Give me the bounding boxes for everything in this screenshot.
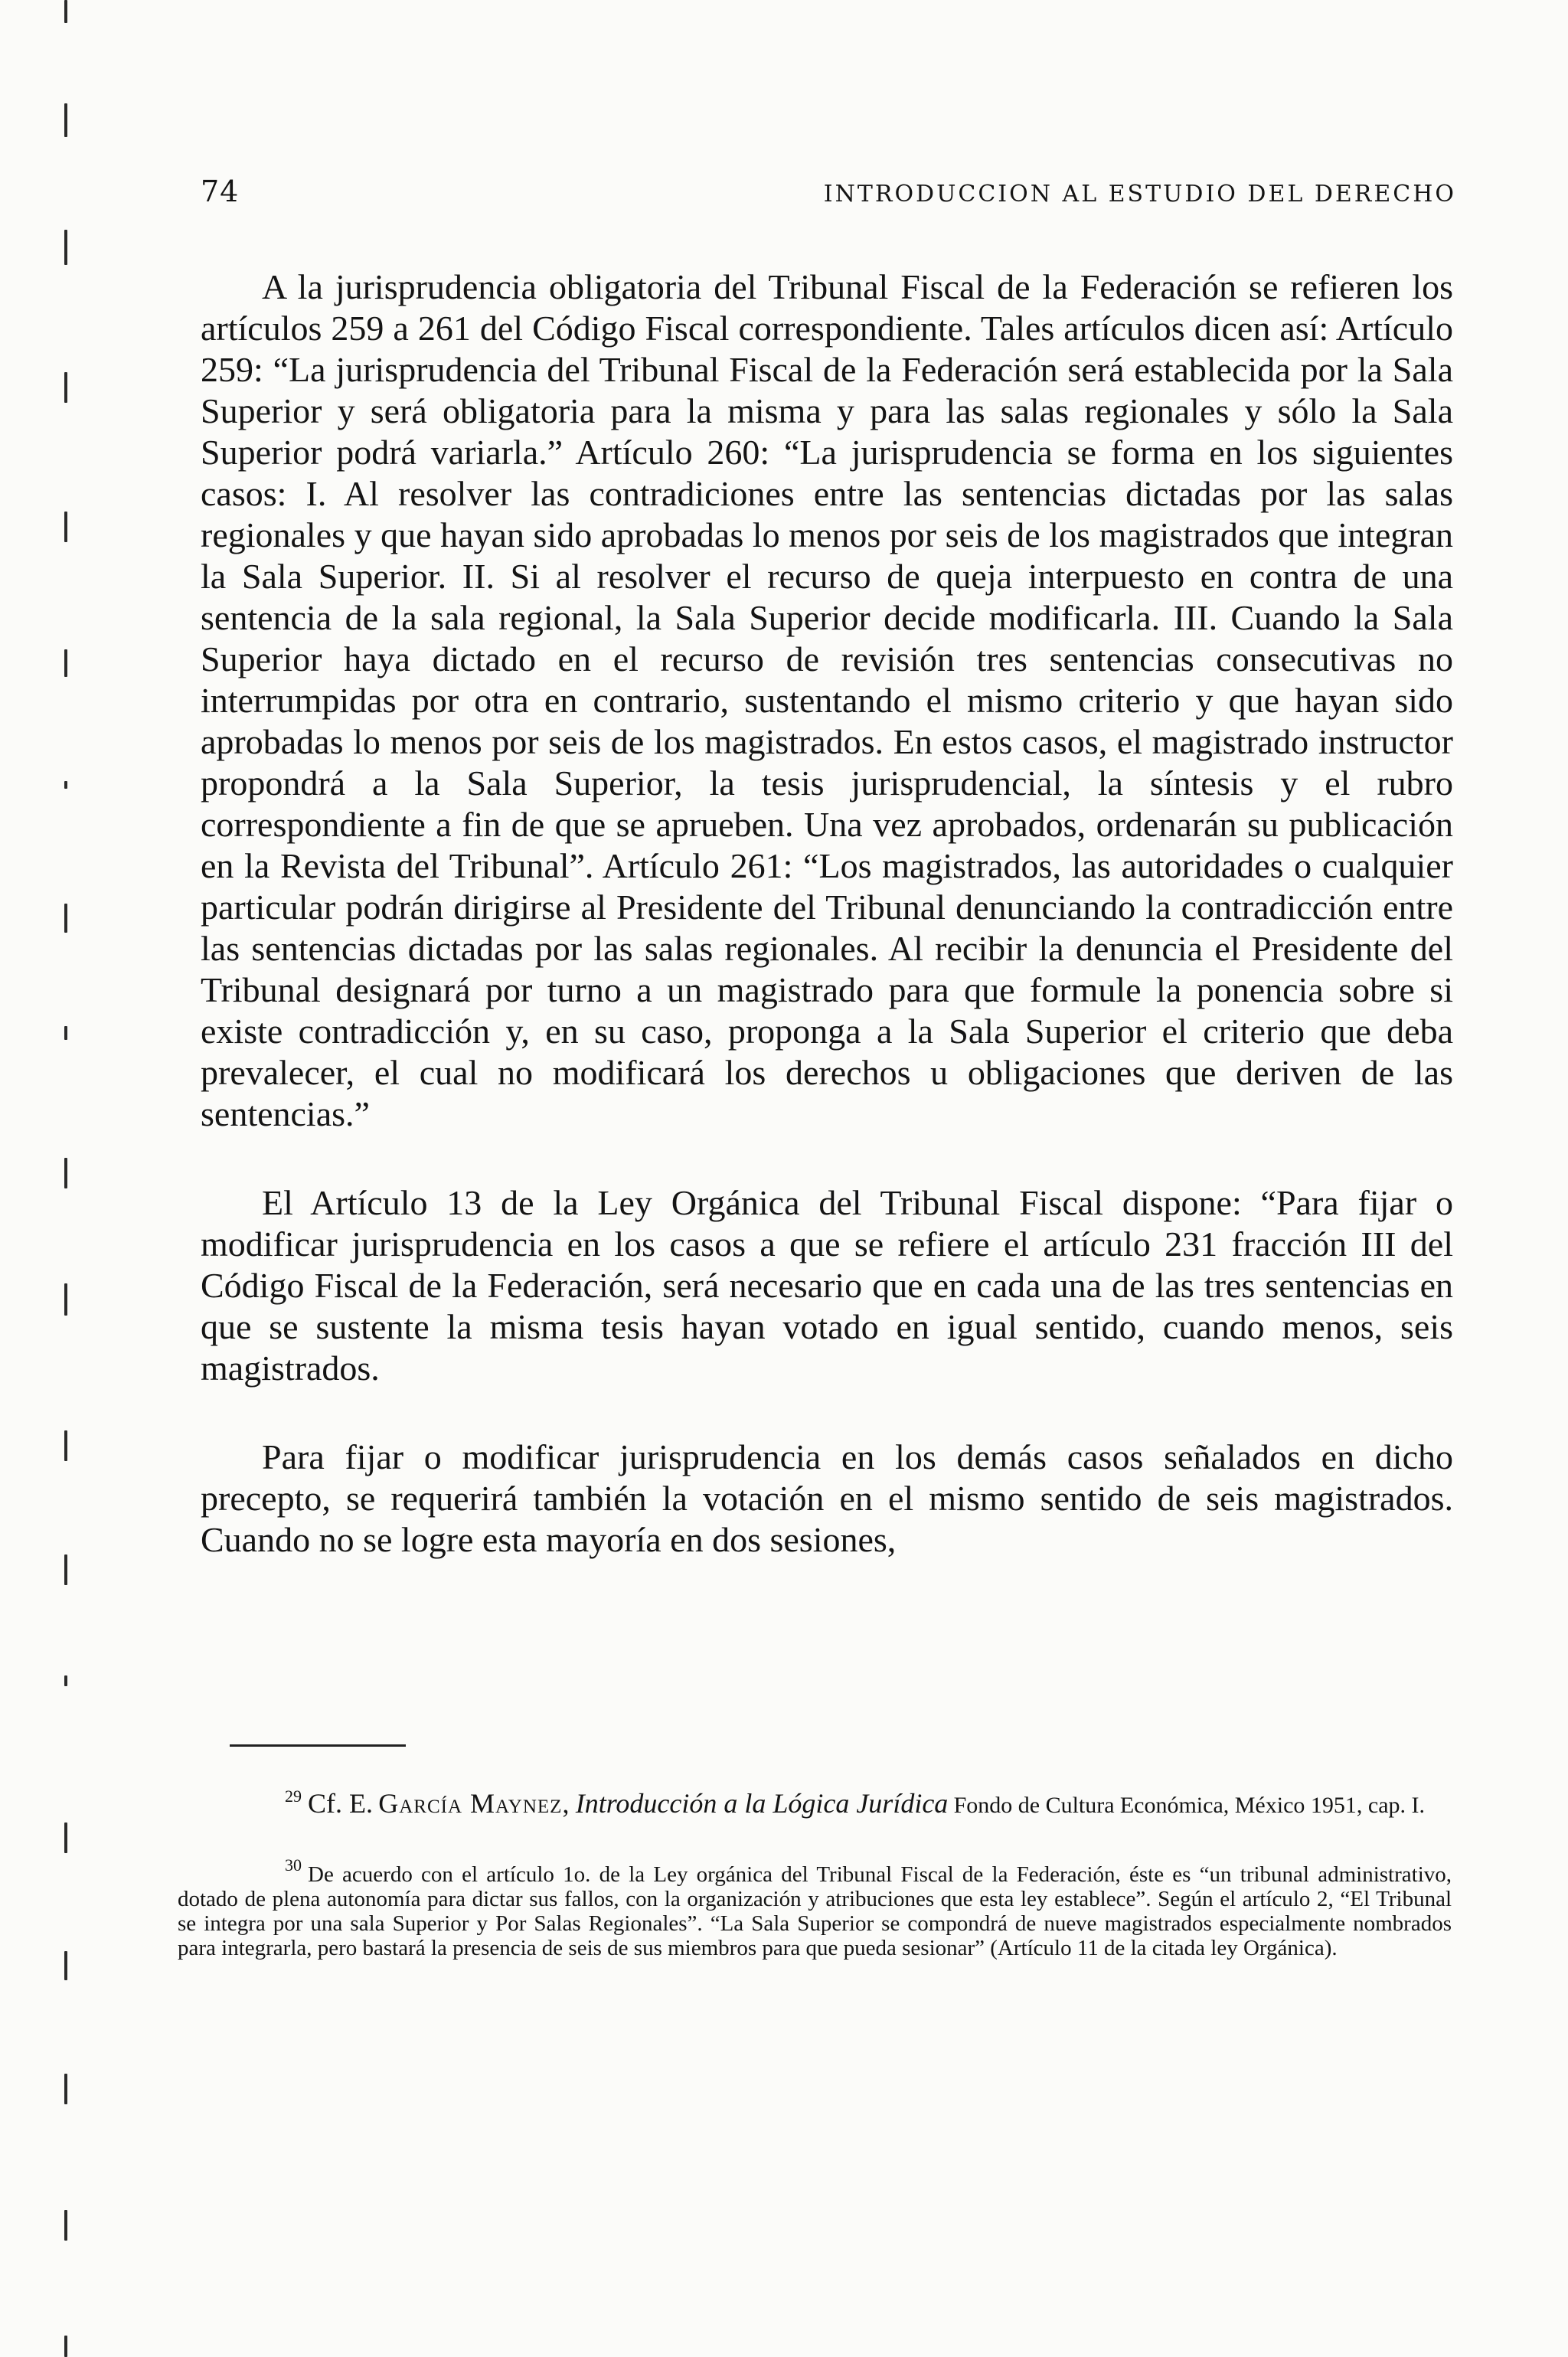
page-number: 74 <box>201 175 240 208</box>
footnote-author: García Maynez, <box>378 1788 570 1819</box>
footnote-30 <box>178 1853 1452 1960</box>
footnote-number: 29 <box>285 1787 302 1806</box>
page-header <box>201 175 1456 221</box>
binding-edge-marks <box>61 0 70 2357</box>
footnotes <box>178 1784 1452 1960</box>
footnote-title: Introducción a la Lógica Jurídica <box>575 1788 949 1819</box>
body-text <box>201 266 1453 1561</box>
footnote-separator <box>230 1744 406 1747</box>
footnote-prefix: Cf. E. <box>308 1788 373 1819</box>
paragraph-fijar-modificar: Para fijar o modificar jurisprudencia en los demás casos señalados en dicho precepto, se requerirá también la votación en el mismo sentido de seis magistrados. Cuando no se logre esta mayoría en dos sesiones, <box>201 1437 1453 1559</box>
footnote-number: 30 <box>285 1855 302 1875</box>
paragraph-jurisprudencia-tribunal: A la jurisprudencia obligatoria del Tribunal Fiscal de la Federación se refieren los artículos 259 a 261 del Código Fiscal correspondiente. Tales artículos dicen así: Artículo 259: “La jurisprudencia del Tribunal Fiscal de la Federación será establecida por la Sala Superior y será obligatoria para la misma y para las salas regionales y sólo la Sala Superior podrá variarla.” Artículo 260: “La jurisprudencia se forma en los siguientes casos: I. Al resolver las contradiciones entre las sentencias dictadas por las salas regionales y que hayan sido aprobadas lo menos por seis de los magistrados que integran la Sala Superior. II. Si al resolver el recurso de queja interpuesto en contra de una sentencia de la sala regional, la Sala Superior decide modificarla. III. Cuando la Sala Superior haya dictado en el recurso de revisión tres sentencias consecutivas no interrumpidas por otra en contrario, sustentando el mismo criterio y que hayan sido aprobadas lo menos por seis de los magistrados. En estos casos, el magistrado instructor propondrá a la Sala Superior, la tesis jurisprudencial, la síntesis y el rubro correspondiente a fin de que se aprueben. Una vez aprobados, ordenarán su publicación en la Revista del Tribunal”. Artículo 261: “Los magistrados, las autoridades o cualquier particular podrán dirigirse al Presidente del Tribunal denunciando la contradicción entre las sentencias dictadas por las salas regionales. Al recibir la denuncia el Presidente del Tribunal designará por turno a un magistrado para que formule la ponencia sobre si existe contradicción y, en su caso, proponga a la Sala Superior el criterio que deba prevalecer, el cual no modificará los derechos u obligaciones que deriven de las sentencias.” <box>201 267 1453 1133</box>
paragraph-articulo-13: El Artículo 13 de la Ley Orgánica del Tribunal Fiscal dispone: “Para fijar o modificar jurisprudencia en los casos a que se refiere el artículo 231 fracción III del Código Fiscal de la Federación, será necesario que en cada una de las tres sentencias en que se sustente la misma tesis hayan votado en igual sentido, cuando menos, seis magistrados. <box>201 1183 1453 1388</box>
footnote-publisher: Fondo de Cultura <box>953 1793 1115 1818</box>
footnote-29 <box>178 1784 1452 1818</box>
footnote-text: De acuerdo con el artículo 1o. de la Ley orgánica del Tribunal Fiscal de la Federación, éste es “un tribunal administrativo, dotado de plena autonomía para dictar sus fallos, con la organización y atribuciones que esta ley establece”. Según el artículo 2, “El Tribunal se integra por una sala Superior y Por Salas Regionales”. “La Sala Superior se compondrá de nueve magistrados especialmente nombrados para integrarla, pero bastará la presencia de seis de sus miembros para que pueda sesionar” (Artículo 11 de la citada ley Orgánica). <box>178 1862 1452 1960</box>
running-head: INTRODUCCION AL ESTUDIO DEL DERECHO <box>823 181 1456 208</box>
footnote-publisher-rest: Económica, México 1951, cap. I. <box>1119 1793 1426 1818</box>
